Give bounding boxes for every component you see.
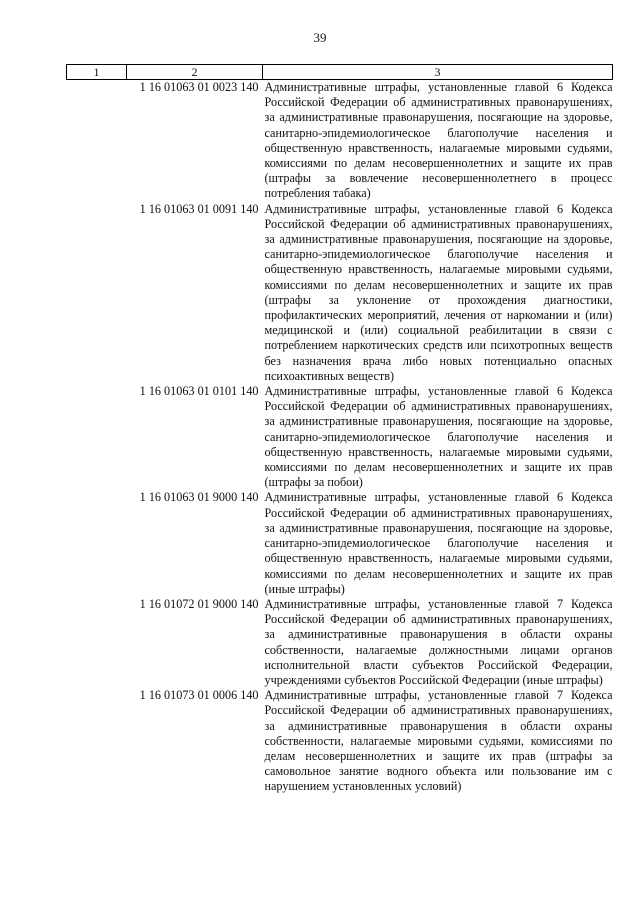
header-cell-3: 3 <box>263 65 613 80</box>
row-empty-cell <box>67 80 127 202</box>
table-row <box>67 490 613 596</box>
row-code: 1 16 01073 01 0006 140 <box>139 688 259 703</box>
table-row <box>67 688 613 794</box>
row-empty-cell <box>67 490 127 596</box>
row-code: 1 16 01072 01 9000 140 <box>139 596 259 611</box>
row-description: Административные штрафы, установленные главой 6 Кодекса Российской Федерации об административных правонарушениях, за административные правонарушения, посягающие на здоровье, санитарно-эпидемиологическое благополучие населения и общественную нравственность, налагаемые мировыми судьями, комиссиями по делам несовершеннолетних и защите их прав (штрафы за вовлечение несовершеннолетнего в процесс потребления табака) <box>264 80 613 201</box>
page-number: 39 <box>313 30 327 45</box>
row-description: Административные штрафы, установленные главой 7 Кодекса Российской Федерации об административных правонарушениях, за административные правонарушения в области охраны собственности, налагаемые должностными лицами органов исполнительной власти субъектов Российской Федерации, учреждениями субъектов Российской Федерации (иные штрафы) <box>264 596 613 687</box>
table-header-row <box>67 65 613 80</box>
row-empty-cell <box>67 202 127 384</box>
row-empty-cell <box>67 688 127 794</box>
table-body <box>67 80 613 795</box>
table-row <box>67 80 613 202</box>
row-description: Административные штрафы, установленные главой 6 Кодекса Российской Федерации об административных правонарушениях, за административные правонарушения, посягающие на здоровье, санитарно-эпидемиологическое благополучие населения и общественную нравственность, налагаемые мировыми судьями, комиссиями по делам несовершеннолетних и защите их прав (иные штрафы) <box>264 490 613 596</box>
table-header <box>67 65 613 80</box>
row-description: Административные штрафы, установленные главой 6 Кодекса Российской Федерации об административных правонарушениях, за административные правонарушения, посягающие на здоровье, санитарно-эпидемиологическое благополучие населения и общественную нравственность, налагаемые мировыми судьями, комиссиями по делам несовершеннолетних и защите их прав (штрафы за побои) <box>264 384 613 490</box>
row-empty-cell <box>67 597 127 688</box>
header-cell-1: 1 <box>67 65 127 80</box>
row-description: Административные штрафы, установленные главой 7 Кодекса Российской Федерации об административных правонарушениях, за административные правонарушения в области охраны собственности, налагаемые мировыми судьями, комиссиями по делам несовершеннолетних и защите их прав (штрафы за самовольное занятие водного объекта или пользование им с нарушением установленных условий) <box>264 688 613 794</box>
table-row <box>67 384 613 490</box>
header-cell-2: 2 <box>127 65 263 80</box>
row-code: 1 16 01063 01 0091 140 <box>139 201 259 216</box>
budget-codes-table <box>66 64 613 795</box>
row-code: 1 16 01063 01 0101 140 <box>139 384 259 399</box>
row-code: 1 16 01063 01 9000 140 <box>139 490 259 505</box>
table-row <box>67 597 613 688</box>
row-code: 1 16 01063 01 0023 140 <box>139 80 259 94</box>
row-empty-cell <box>67 384 127 490</box>
table-row <box>67 202 613 384</box>
row-description: Административные штрафы, установленные главой 6 Кодекса Российской Федерации об административных правонарушениях, за административные правонарушения, посягающие на здоровье, санитарно-эпидемиологическое благополучие населения и общественную нравственность, налагаемые мировыми судьями, комиссиями по делам несовершеннолетних и защите их прав (штрафы за уклонение от прохождения диагностики, профилактических мероприятий, лечения от наркомании и (или) медицинской и (или) социальной реабилитации в связи с потреблением наркотических средств или психотропных веществ без назначения врача либо новых потенциально опасных психоактивных веществ) <box>264 201 613 383</box>
